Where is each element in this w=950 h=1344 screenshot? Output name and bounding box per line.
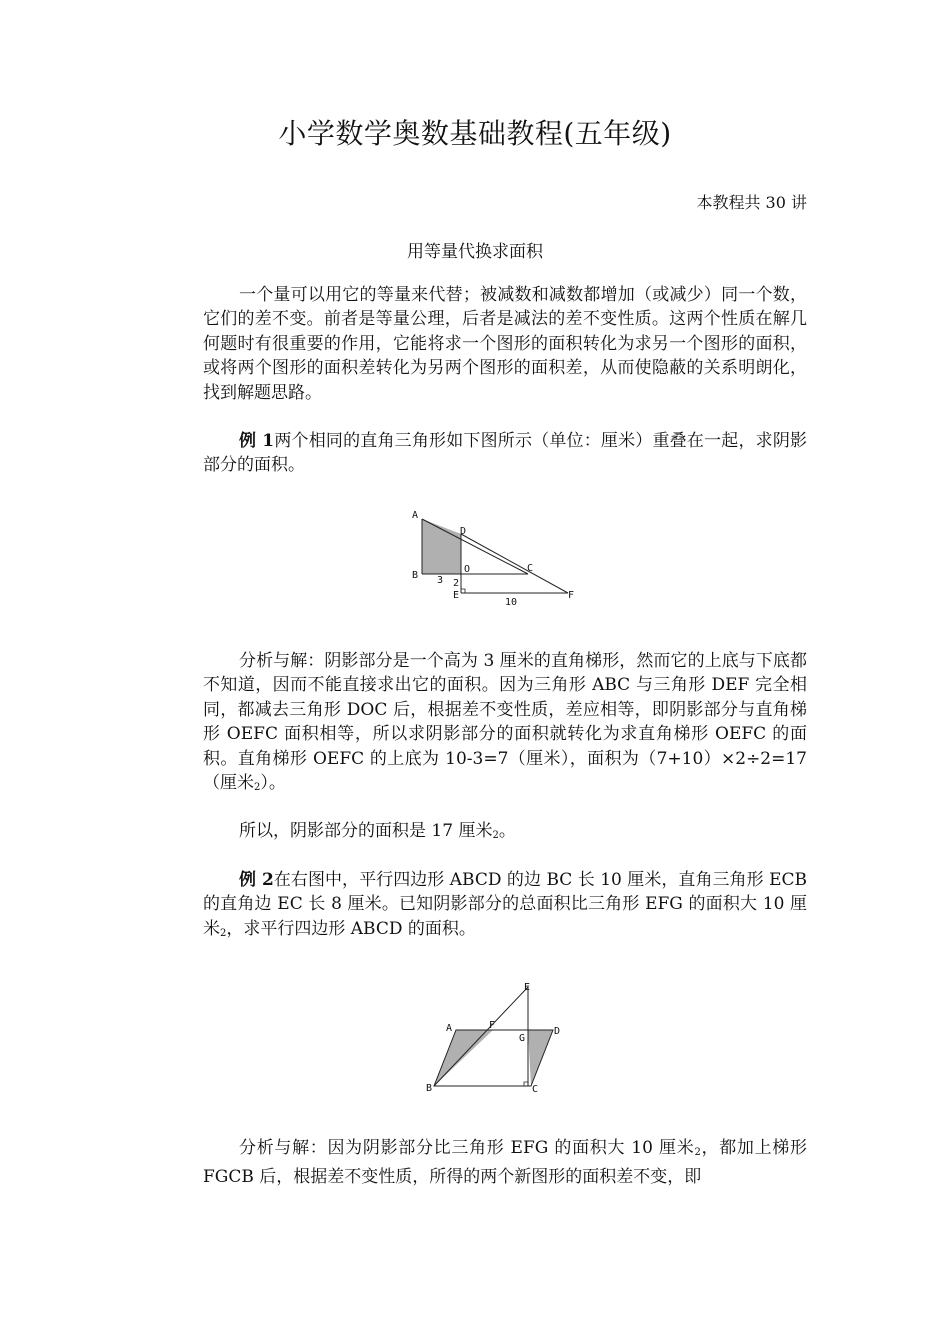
lecture-count-note: 本教程共 30 讲 xyxy=(696,193,807,212)
example-2-figure xyxy=(422,979,572,1099)
label-f: F xyxy=(568,590,575,601)
label-d: D xyxy=(554,1026,561,1037)
label-e: E xyxy=(453,590,460,601)
unit-square-superscript: 2 xyxy=(492,830,499,841)
example-2-label: 例 2 xyxy=(239,870,274,890)
conclusion-end: 。 xyxy=(498,821,516,841)
label-a: A xyxy=(412,510,419,521)
hypotenuse-df xyxy=(461,534,568,593)
example-1-question xyxy=(203,429,807,478)
label-d: D xyxy=(460,526,467,537)
unit-square-superscript: 2 xyxy=(694,1147,701,1158)
label-f: F xyxy=(489,1020,496,1031)
example-2-text: 在右图中，平行四边形 ABCD 的边 BC 长 10 厘米，直角三角形 ECB 的直角边 EC 长 8 厘米。已知阴影部分的总面积比三角形 EFG 的面积大 10 厘米 xyxy=(203,870,808,939)
dim-oe: 2 xyxy=(453,578,460,589)
intro-paragraph: 一个量可以用它的等量来代替；被减数和减数都增加（或减少）同一个数，它们的差不变。前者是等量公理，后者是减法的差不变性质。这两个性质在解几何题时有很重要的作用，它能将求一个图形的面积转化为求另一个图形的面积，或将两个图形的面积差转化为另两个图形的面积差，从而使隐蔽的关系明朗化，找到解题思路。 xyxy=(203,285,807,403)
label-g: G xyxy=(519,1033,526,1044)
analysis-2-end: ，都加上梯形 FGCB 后，根据差不变性质，所得的两个新图形的面积差不变，即 xyxy=(203,1138,807,1188)
dim-ef: 10 xyxy=(505,597,518,608)
dim-bo: 3 xyxy=(437,575,444,586)
right-angle-mark xyxy=(524,1082,528,1086)
label-a: A xyxy=(446,1023,453,1034)
example-1-figure xyxy=(405,504,585,610)
analysis-1-text: 分析与解：阴影部分是一个高为 3 厘米的直角梯形，然而它的上底与下底都不知道，因而不能直接求出它的面积。因为三角形 ABC 与三角形 DEF 完全相同，都减去三角形 DOC 后，根据差不变性质，差应相等，即阴影部分与直角梯形 OEFC 面积相等，所以求阴影部分的面积就转化为求直角梯形 OEFC 的面积。直角梯形 OEFC 的上底为 10-3=7（厘米），面积为（7+10）×2÷2=17（厘米 xyxy=(203,651,807,794)
section-heading: 用等量代换求面积 xyxy=(407,242,543,262)
label-b: B xyxy=(426,1083,433,1094)
conclusion-text: 所以，阴影部分的面积是 17 厘米 xyxy=(239,821,493,841)
example-1-analysis xyxy=(203,649,807,800)
shaded-trapezoid xyxy=(422,519,461,574)
right-angle-mark xyxy=(461,589,465,593)
example-1-label: 例 1 xyxy=(239,431,275,451)
example-1-text: 两个相同的直角三角形如下图所示（单位：厘米）重叠在一起，求阴影部分的面积。 xyxy=(203,431,808,476)
unit-square-superscript: 2 xyxy=(220,927,227,939)
example-1-conclusion xyxy=(203,819,807,848)
hypotenuse-eb xyxy=(434,987,528,1086)
example-2-analysis xyxy=(203,1136,807,1190)
label-c: C xyxy=(527,563,534,574)
label-e: E xyxy=(524,982,531,993)
label-c: C xyxy=(532,1084,539,1095)
example-2-text-end: ，求平行四边形 ABCD 的面积。 xyxy=(226,918,476,939)
analysis-1-end: ）。 xyxy=(260,773,286,794)
shaded-left-triangle xyxy=(434,1030,493,1086)
analysis-2-text: 分析与解：因为阴影部分比三角形 EFG 的面积大 10 厘米 xyxy=(239,1138,695,1158)
label-o: O xyxy=(464,564,471,575)
label-b: B xyxy=(412,570,419,581)
unit-square-superscript: 2 xyxy=(254,782,261,794)
document-title: 小学数学奥数基础教程(五年级) xyxy=(278,117,672,150)
example-2-question xyxy=(203,868,807,946)
